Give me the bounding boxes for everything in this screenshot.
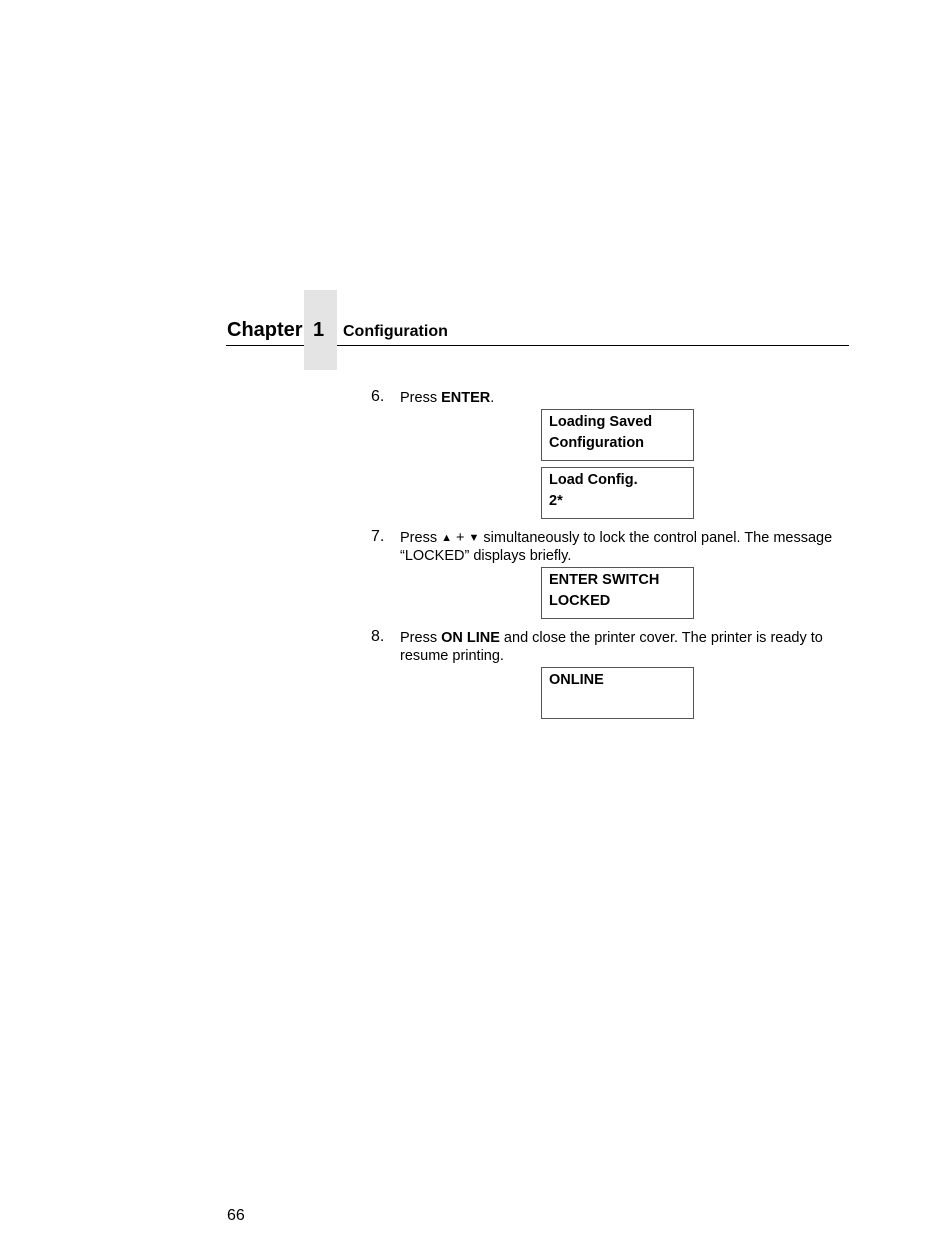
lcd-line: Loading Saved [549, 414, 653, 430]
step-number: 8. [371, 628, 385, 645]
lcd-line: ONLINE [549, 672, 604, 688]
lcd-line: 2* [549, 493, 563, 509]
header-rule [226, 345, 304, 346]
lcd-line: Load Config. [549, 472, 638, 488]
step-number: 7. [371, 528, 385, 545]
lcd-display [541, 567, 694, 619]
step-instruction: Press ENTER. [400, 390, 495, 406]
down-arrow-icon: ▼ [468, 532, 480, 544]
lcd-line: LOCKED [549, 593, 611, 609]
chapter-label: Chapter [227, 319, 303, 341]
lcd-line: ENTER SWITCH [549, 572, 660, 588]
key-name: ON LINE [441, 630, 500, 646]
chapter-number: 1 [312, 319, 325, 341]
header-rule [337, 345, 849, 346]
step-instruction: Press ON LINE and close the printer cover. The printer is ready to resume printing. [400, 630, 823, 664]
lcd-line [549, 691, 693, 712]
lcd-display [541, 467, 694, 519]
lcd-line: Configuration [549, 435, 645, 451]
section-title: Configuration [343, 323, 448, 340]
step-instruction: Press ▲ + ▼ simultaneously to lock the control panel. The message “LOCKED” displays briefly. [400, 530, 833, 564]
lcd-display [541, 409, 694, 461]
page-number: 66 [227, 1207, 245, 1224]
up-arrow-icon: ▲ [441, 532, 452, 544]
step-number: 6. [371, 388, 385, 405]
lcd-display [541, 667, 694, 719]
key-name: ENTER [441, 390, 491, 406]
